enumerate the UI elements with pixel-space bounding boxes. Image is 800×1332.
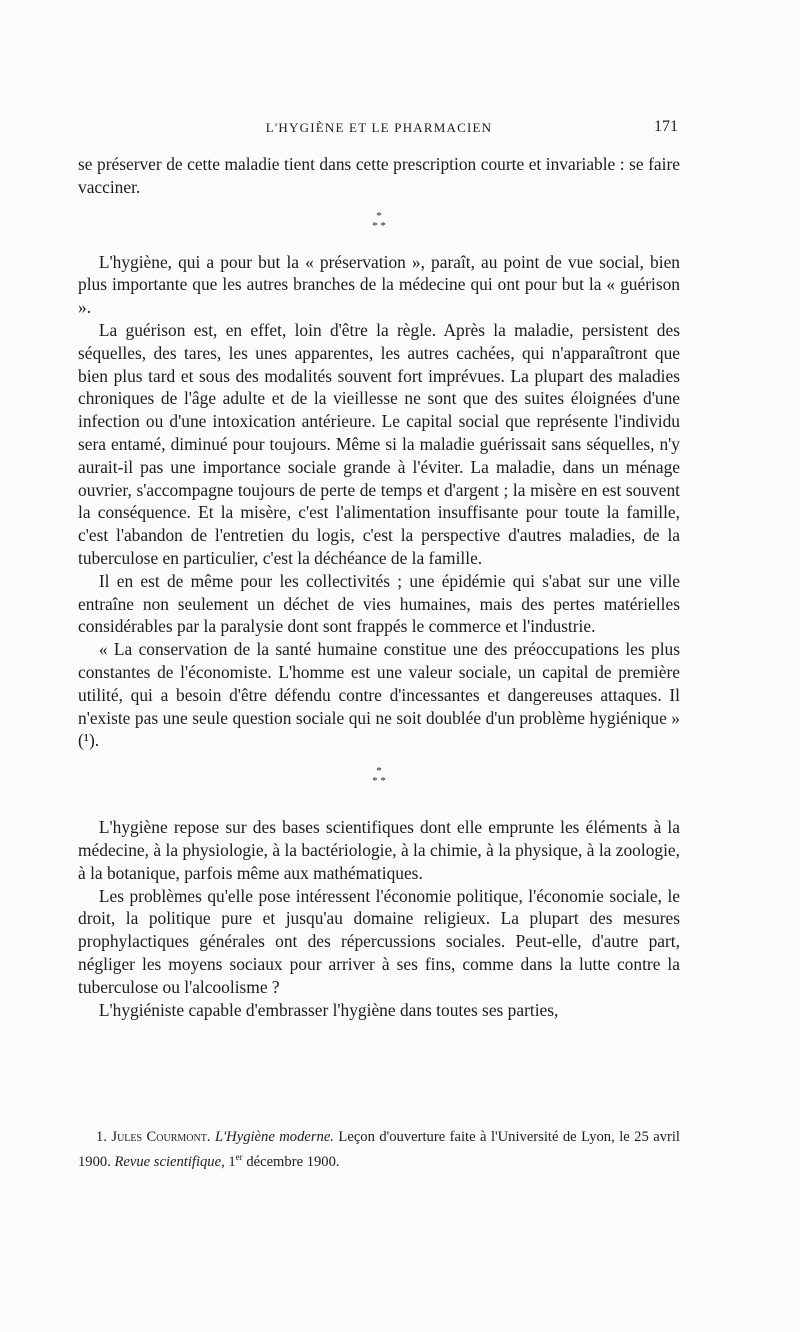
quote-text: « La conservation de la santé humaine constitue une des préoccupations les plus constantes de l'économiste. L'homme est une valeur sociale, un capital de première utilité, qui a besoin d'être défendu contre d'incessantes et dangereuses attaques. Il n'existe pas une seule question sociale qui ne soit doublée d'un problème hygiénique » [78, 639, 680, 728]
separator-star-top: * [376, 765, 382, 778]
page-number: 171 [654, 118, 678, 135]
footnote-date-sup: er [235, 1152, 243, 1162]
paragraph: Les problèmes qu'elle pose intéressent l'économie politique, l'économie sociale, le droit, la politique pure et jusqu'au domaine religieux. La plupart des mesures prophylactiques générales ont des répercussions sociales. Peut-elle, d'autre part, négliger les moyens sociaux pour arriver à ses fins, comme dans la lutte contre la tuberculose ou l'alcoolisme ? [78, 885, 680, 997]
footnote-reference: (¹). [78, 730, 100, 751]
paragraph: La guérison est, en effet, loin d'être la règle. Après la maladie, persistent des séquelles, des tares, les unes apparentes, les autres cachées, qui n'apparaîtront que bien plus tard et sous des modalités souvent fort imprévues. La plupart des maladies chroniques de l'âge adulte et de la vieillesse ne sont que des suites éloignées d'une infection ou d'une intoxication antérieure. Le capital social que représente l'individu sera entamé, diminué pour toujours. Même si la maladie guérissait sans séquelles, n'y aurait-il pas une importance sociale grande à l'éviter. La maladie, dans un ménage ouvrier, s'accompagne toujours de perte de temps et d'argent ; la misère en est souvent la conséquence. Et la misère, c'est l'alimentation insuffisante pour toute la famille, c'est l'abandon de l'entretien du logis, c'est la perspective d'autres maladies, de la tuberculose en particulier, c'est la déchéance de la famille. [78, 319, 680, 568]
footnote [78, 1127, 680, 1172]
paragraph [78, 638, 680, 752]
footnote-text: Leçon d'ouverture faite à l'Université de Lyon, le 25 avril 1900. [78, 1129, 680, 1170]
footnote-journal: Revue scientifique, [114, 1153, 225, 1170]
footnote-date-day: 1 [228, 1153, 236, 1170]
paragraph: L'hygiène repose sur des bases scientifiques dont elle emprunte les éléments à la médecine, à la physiologie, à la bactériologie, à la chimie, à la physique, à la zoologie, à la botanique, parfois même aux mathématiques. [78, 817, 680, 883]
separator-star-bottom: * * [372, 775, 386, 788]
paragraph: se préserver de cette maladie tient dans cette prescription courte et invariable : se faire vacciner. [78, 154, 680, 197]
footnote-number: 1. [96, 1129, 107, 1145]
separator-star-top: * [376, 209, 382, 222]
separator-star-bottom: * * [372, 219, 386, 232]
footnote-work: L'Hygiène moderne. [214, 1129, 334, 1145]
section-separator [78, 766, 680, 786]
paragraph: Il en est de même pour les collectivités ; une épidémie qui s'abat sur une ville entraîne non seulement un déchet de vies humaines, mais des pertes matérielles considérables par la paralysie dont sont frappés le commerce et l'industrie. [78, 570, 680, 637]
body-text [78, 153, 680, 1021]
footnote-author: Jules Courmont. [111, 1129, 211, 1145]
paragraph: L'hygiène, qui a pour but la « préservation », paraît, au point de vue social, bien plus importante que les autres branches de la médecine qui ont pour but la « guérison ». [78, 251, 680, 318]
page-header [78, 117, 680, 137]
running-head: L'HYGIÈNE ET LE PHARMACIEN [265, 120, 493, 135]
paragraph: L'hygiéniste capable d'embrasser l'hygiène dans toutes ses parties, [98, 999, 559, 1020]
footnote-date-rest: décembre 1900. [246, 1153, 340, 1170]
section-separator [78, 211, 680, 231]
